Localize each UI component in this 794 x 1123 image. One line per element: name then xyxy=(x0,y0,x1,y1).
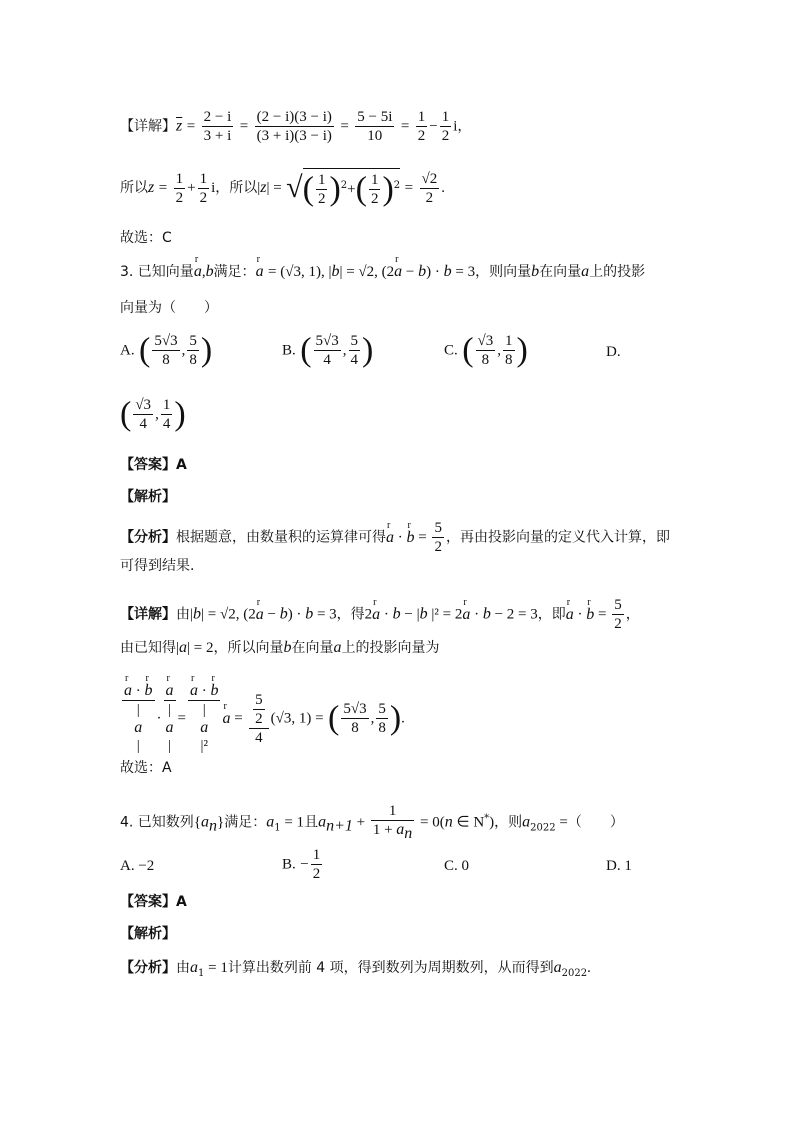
fraction: $\frac{(2 - i)(3 - i)}{(3 + i)(3 - i)}$ xyxy=(256,109,332,144)
analysis2-label: 【解析】 xyxy=(120,926,176,942)
analysis-label: 【解析】 xyxy=(120,489,176,505)
known-line: 由已知得|a| = 2，所以向量b在向量a上的投影向量为 xyxy=(120,639,440,656)
q4-option-d: D. 1 xyxy=(606,858,632,874)
answer2-label: 【答案】A xyxy=(120,894,187,910)
answer-label: 【答案】A xyxy=(120,457,187,473)
choose-c: 故选：C xyxy=(120,230,172,246)
fraction: $\frac{√2}{2}$ xyxy=(421,170,438,206)
q3-option-b: B. ( $\frac{5√3}{4}$ , $\frac{5}{4}$ ) xyxy=(282,331,374,369)
detail2-line-1: 【详解】由|b| = √2, (2r a − b) · b = 3，得2r a · b − |b |² = 2r a · b − 2 = 3，即r a · r b = $\frac{5}{2}$ ， xyxy=(120,596,640,633)
zbar-symbol: $\overline{z}$ xyxy=(176,117,183,135)
fraction: $\frac{1}{2}$ xyxy=(417,109,426,144)
detail-line-2: 所以z = $\frac{1}{2}$ + $\frac{1}{2}$ i，所以|z| = √( $\frac{1}{2}$ )$^2$+( $\frac{1}{2}$ )$^2$ = $\frac{√2}{2}$ . xyxy=(120,168,445,208)
fenxi-line-2: 可得到结果. xyxy=(120,558,195,574)
q3-stem: 3. 已知向量r a,b满足：r a = (√3, 1), |b| = √2, (2r a − b) · b = 3，则向量b在向量a上的投影 xyxy=(120,262,645,282)
fraction: $\frac{1}{2}$ xyxy=(175,170,184,206)
q3-option-a: A. ( $\frac{5√3}{8}$ , $\frac{5}{8}$ ) xyxy=(120,331,213,369)
q3-stem-line2: 向量为（ ） xyxy=(120,300,218,316)
fraction: $\frac{5 - 5i}{10}$ xyxy=(357,109,393,144)
choose-a: 故选：A xyxy=(120,760,172,776)
q3-option-c: C. ( $\frac{√3}{8}$ , $\frac{1}{8}$ ) xyxy=(444,331,528,369)
fraction: $\frac{1}{2}$ xyxy=(441,109,450,144)
q4-option-b: B. − $\frac{1}{2}$ xyxy=(282,847,321,882)
q4-stem: 4. 已知数列$\{a_n\}$满足：$a_1 = 1$且$a_{n+1}$ + $\frac{1}{1 + a_n}$ = 0(n ∈ N*)，则$a_{2022}$ =（ ） xyxy=(120,803,624,842)
projection-formula: r a · r b | a | · r a | a | = r a · r b | a |² r a = $\frac{\frac{5}{2}}{4}$ (√3, 1) = ( $\frac{5√3}{8}$ , $\frac{5}{8}$ ). xyxy=(120,682,405,755)
fraction: $\frac{2 - i}{3 + i}$ xyxy=(203,109,232,144)
detail-line-1: 【详解】$\overline{z}$ = $\frac{2 - i}{3 + i}$ = $\frac{(2 - i)(3 - i)}{(3 + i)(3 - i)}$ = $\frac{5 - 5i}{10}$ = $\frac{1}{2}$ − $\frac{1}{2}$ i， xyxy=(120,109,472,144)
q4-option-a: A. −2 xyxy=(120,858,155,874)
fraction: $\frac{1}{2}$ xyxy=(199,170,208,206)
fenxi-line-1: 【分析】根据题意，由数量积的运算律可得r a · r b = $\frac{5}{2}$ ，再由投影向量的定义代入计算，即 xyxy=(120,519,670,556)
q3-option-d-value: ( $\frac{√3}{4}$ , $\frac{1}{4}$ ) xyxy=(120,395,186,433)
q4-option-c: C. 0 xyxy=(444,858,470,874)
q3-option-d: D. xyxy=(606,344,621,360)
fenxi2-line: 【分析】由$a_1 = 1$计算出数列前 4 项，得到数列为周期数列，从而得到$a_{2022}$. xyxy=(120,959,591,979)
detail-label: 【详解】 xyxy=(120,118,176,135)
